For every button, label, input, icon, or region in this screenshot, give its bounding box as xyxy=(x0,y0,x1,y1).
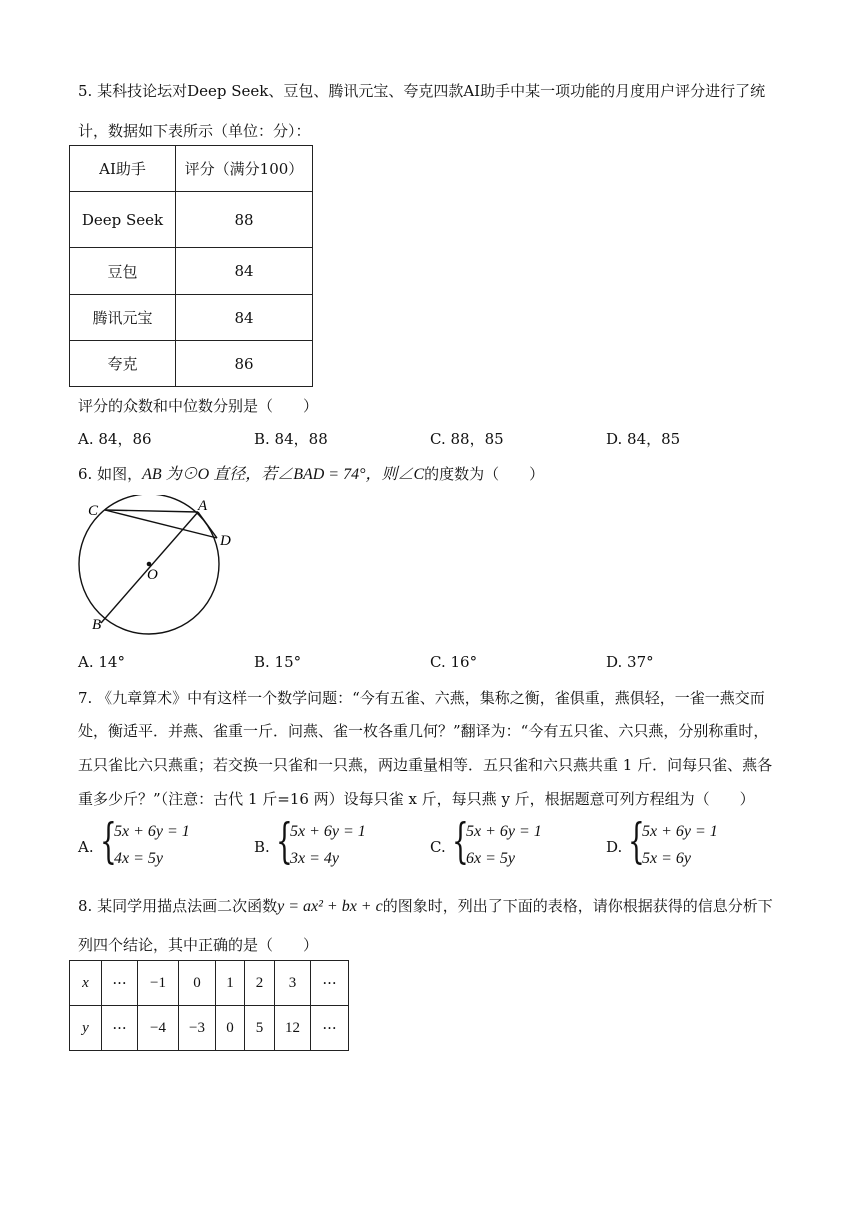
q6-stem xyxy=(78,461,544,484)
q8-line2: 列四个结论，其中正确的是（ ） xyxy=(78,936,319,954)
equation-2: 3x = 4y xyxy=(290,850,339,867)
brace-icon: { xyxy=(628,813,645,869)
label-o: O xyxy=(147,567,158,583)
q7-line1: 7. 《九章算术》中有这样一个数学问题：“今有五雀、六燕，集称之衡，雀俱重，燕俱轻，一雀一燕交而 xyxy=(78,689,765,707)
q7-option-d-label: D. xyxy=(606,838,623,856)
q7-option-a-label: A. xyxy=(78,838,94,856)
table-cell: 3 xyxy=(275,961,311,1006)
q7-option-b-label: B. xyxy=(254,838,270,856)
table-cell: 1 xyxy=(216,961,245,1006)
table-cell: y xyxy=(70,1006,102,1051)
q7-option-a-system xyxy=(100,813,220,871)
table-cell: 腾讯元宝 xyxy=(70,295,176,341)
q5-score-table xyxy=(69,145,313,387)
q6-option-b: B. 15° xyxy=(254,653,302,671)
table-cell: ··· xyxy=(311,1006,349,1051)
equation-2: 6x = 5y xyxy=(466,850,515,867)
table-cell: 夸克 xyxy=(70,341,176,387)
q6-option-d: D. 37° xyxy=(606,653,654,671)
q6-option-a: A. 14° xyxy=(78,653,125,671)
q6-option-c: C. 16° xyxy=(430,653,478,671)
table-cell: ··· xyxy=(102,961,138,1006)
q5-option-b: B. 84，88 xyxy=(254,430,328,448)
table-cell: Deep Seek xyxy=(70,192,176,248)
chord-ca xyxy=(105,510,198,512)
table-cell: 84 xyxy=(176,295,313,341)
q5-option-c: C. 88，85 xyxy=(430,430,504,448)
table-cell: 0 xyxy=(216,1006,245,1051)
equation-1: 5x + 6y = 1 xyxy=(290,823,366,840)
brace-icon: { xyxy=(276,813,293,869)
q7-line3: 五只雀比六只燕重；若交换一只雀和一只燕，两边重量相等．五只雀和六只燕共重 1 斤．问每只雀、燕各 xyxy=(78,756,773,774)
q5-option-d: D. 84，85 xyxy=(606,430,681,448)
q6-stem-suffix: 的度数为（ ） xyxy=(424,465,545,483)
label-b: B xyxy=(92,617,102,633)
q8-value-table xyxy=(69,960,349,1051)
table-cell: 88 xyxy=(176,192,313,248)
table-cell: 84 xyxy=(176,248,313,295)
table-cell: 86 xyxy=(176,341,313,387)
table-cell: 12 xyxy=(275,1006,311,1051)
q6-circle-figure xyxy=(70,495,240,635)
table-cell: −4 xyxy=(138,1006,179,1051)
label-a: A xyxy=(198,498,208,514)
q7-line4: 重多少斤？”（注意：古代 1 斤=16 两）设每只雀 x 斤，每只燕 y 斤，根据题意可列方程组为（ ） xyxy=(78,790,755,808)
q8-line1-suffix: 的图象时，列出了下面的表格，请你根据获得的信息分析下 xyxy=(382,897,773,915)
q8-function: y = ax² + bx + c xyxy=(277,898,383,915)
q7-line2: 处，衡适平．并燕、雀重一斤．问燕、雀一枚各重几何？”翻译为：“今有五只雀、六只燕，分别称重时， xyxy=(78,722,769,740)
table-cell: 0 xyxy=(179,961,216,1006)
equation-1: 5x + 6y = 1 xyxy=(466,823,542,840)
table-row xyxy=(70,341,313,387)
equation-2: 5x = 6y xyxy=(642,850,691,867)
table-cell: 5 xyxy=(245,1006,275,1051)
table-row xyxy=(70,295,313,341)
table-header-cell: AI助手 xyxy=(70,146,176,192)
table-cell: 2 xyxy=(245,961,275,1006)
table-cell: x xyxy=(70,961,102,1006)
table-row xyxy=(70,248,313,295)
table-header-row xyxy=(70,146,313,192)
label-d: D xyxy=(220,533,231,549)
q6-stem-prefix: 6. 如图， xyxy=(78,465,143,483)
table-cell: 豆包 xyxy=(70,248,176,295)
q5-option-a: A. 84，86 xyxy=(78,430,152,448)
table-cell: −1 xyxy=(138,961,179,1006)
equation-1: 5x + 6y = 1 xyxy=(642,823,718,840)
q7-option-b-system xyxy=(276,813,396,871)
q5-line1: 5. 某科技论坛对Deep Seek、豆包、腾讯元宝、夸克四款AI助手中某一项功能的月度用户评分进行了统 xyxy=(78,82,766,100)
q7-option-c-label: C. xyxy=(430,838,446,856)
table-cell: −3 xyxy=(179,1006,216,1051)
table-row-x xyxy=(70,961,349,1006)
center-point xyxy=(147,562,152,567)
equation-2: 4x = 5y xyxy=(114,850,163,867)
table-row xyxy=(70,192,313,248)
q8-line1-prefix: 8. 某同学用描点法画二次函数 xyxy=(78,897,278,915)
q5-question: 评分的众数和中位数分别是（ ） xyxy=(78,397,319,415)
label-c: C xyxy=(88,503,99,519)
table-row-y xyxy=(70,1006,349,1051)
equation-1: 5x + 6y = 1 xyxy=(114,823,190,840)
q7-option-c-system xyxy=(452,813,572,871)
q6-stem-math: AB 为⊙O 直径，若∠BAD = 74°，则∠C xyxy=(142,466,425,483)
table-cell: ··· xyxy=(311,961,349,1006)
brace-icon: { xyxy=(100,813,117,869)
q8-line1 xyxy=(78,895,773,916)
table-header-cell: 评分（满分100） xyxy=(176,146,313,192)
brace-icon: { xyxy=(452,813,469,869)
table-cell: ··· xyxy=(102,1006,138,1051)
q7-option-d-system xyxy=(628,813,748,871)
q5-line2: 计，数据如下表所示（单位：分）： xyxy=(78,122,311,140)
